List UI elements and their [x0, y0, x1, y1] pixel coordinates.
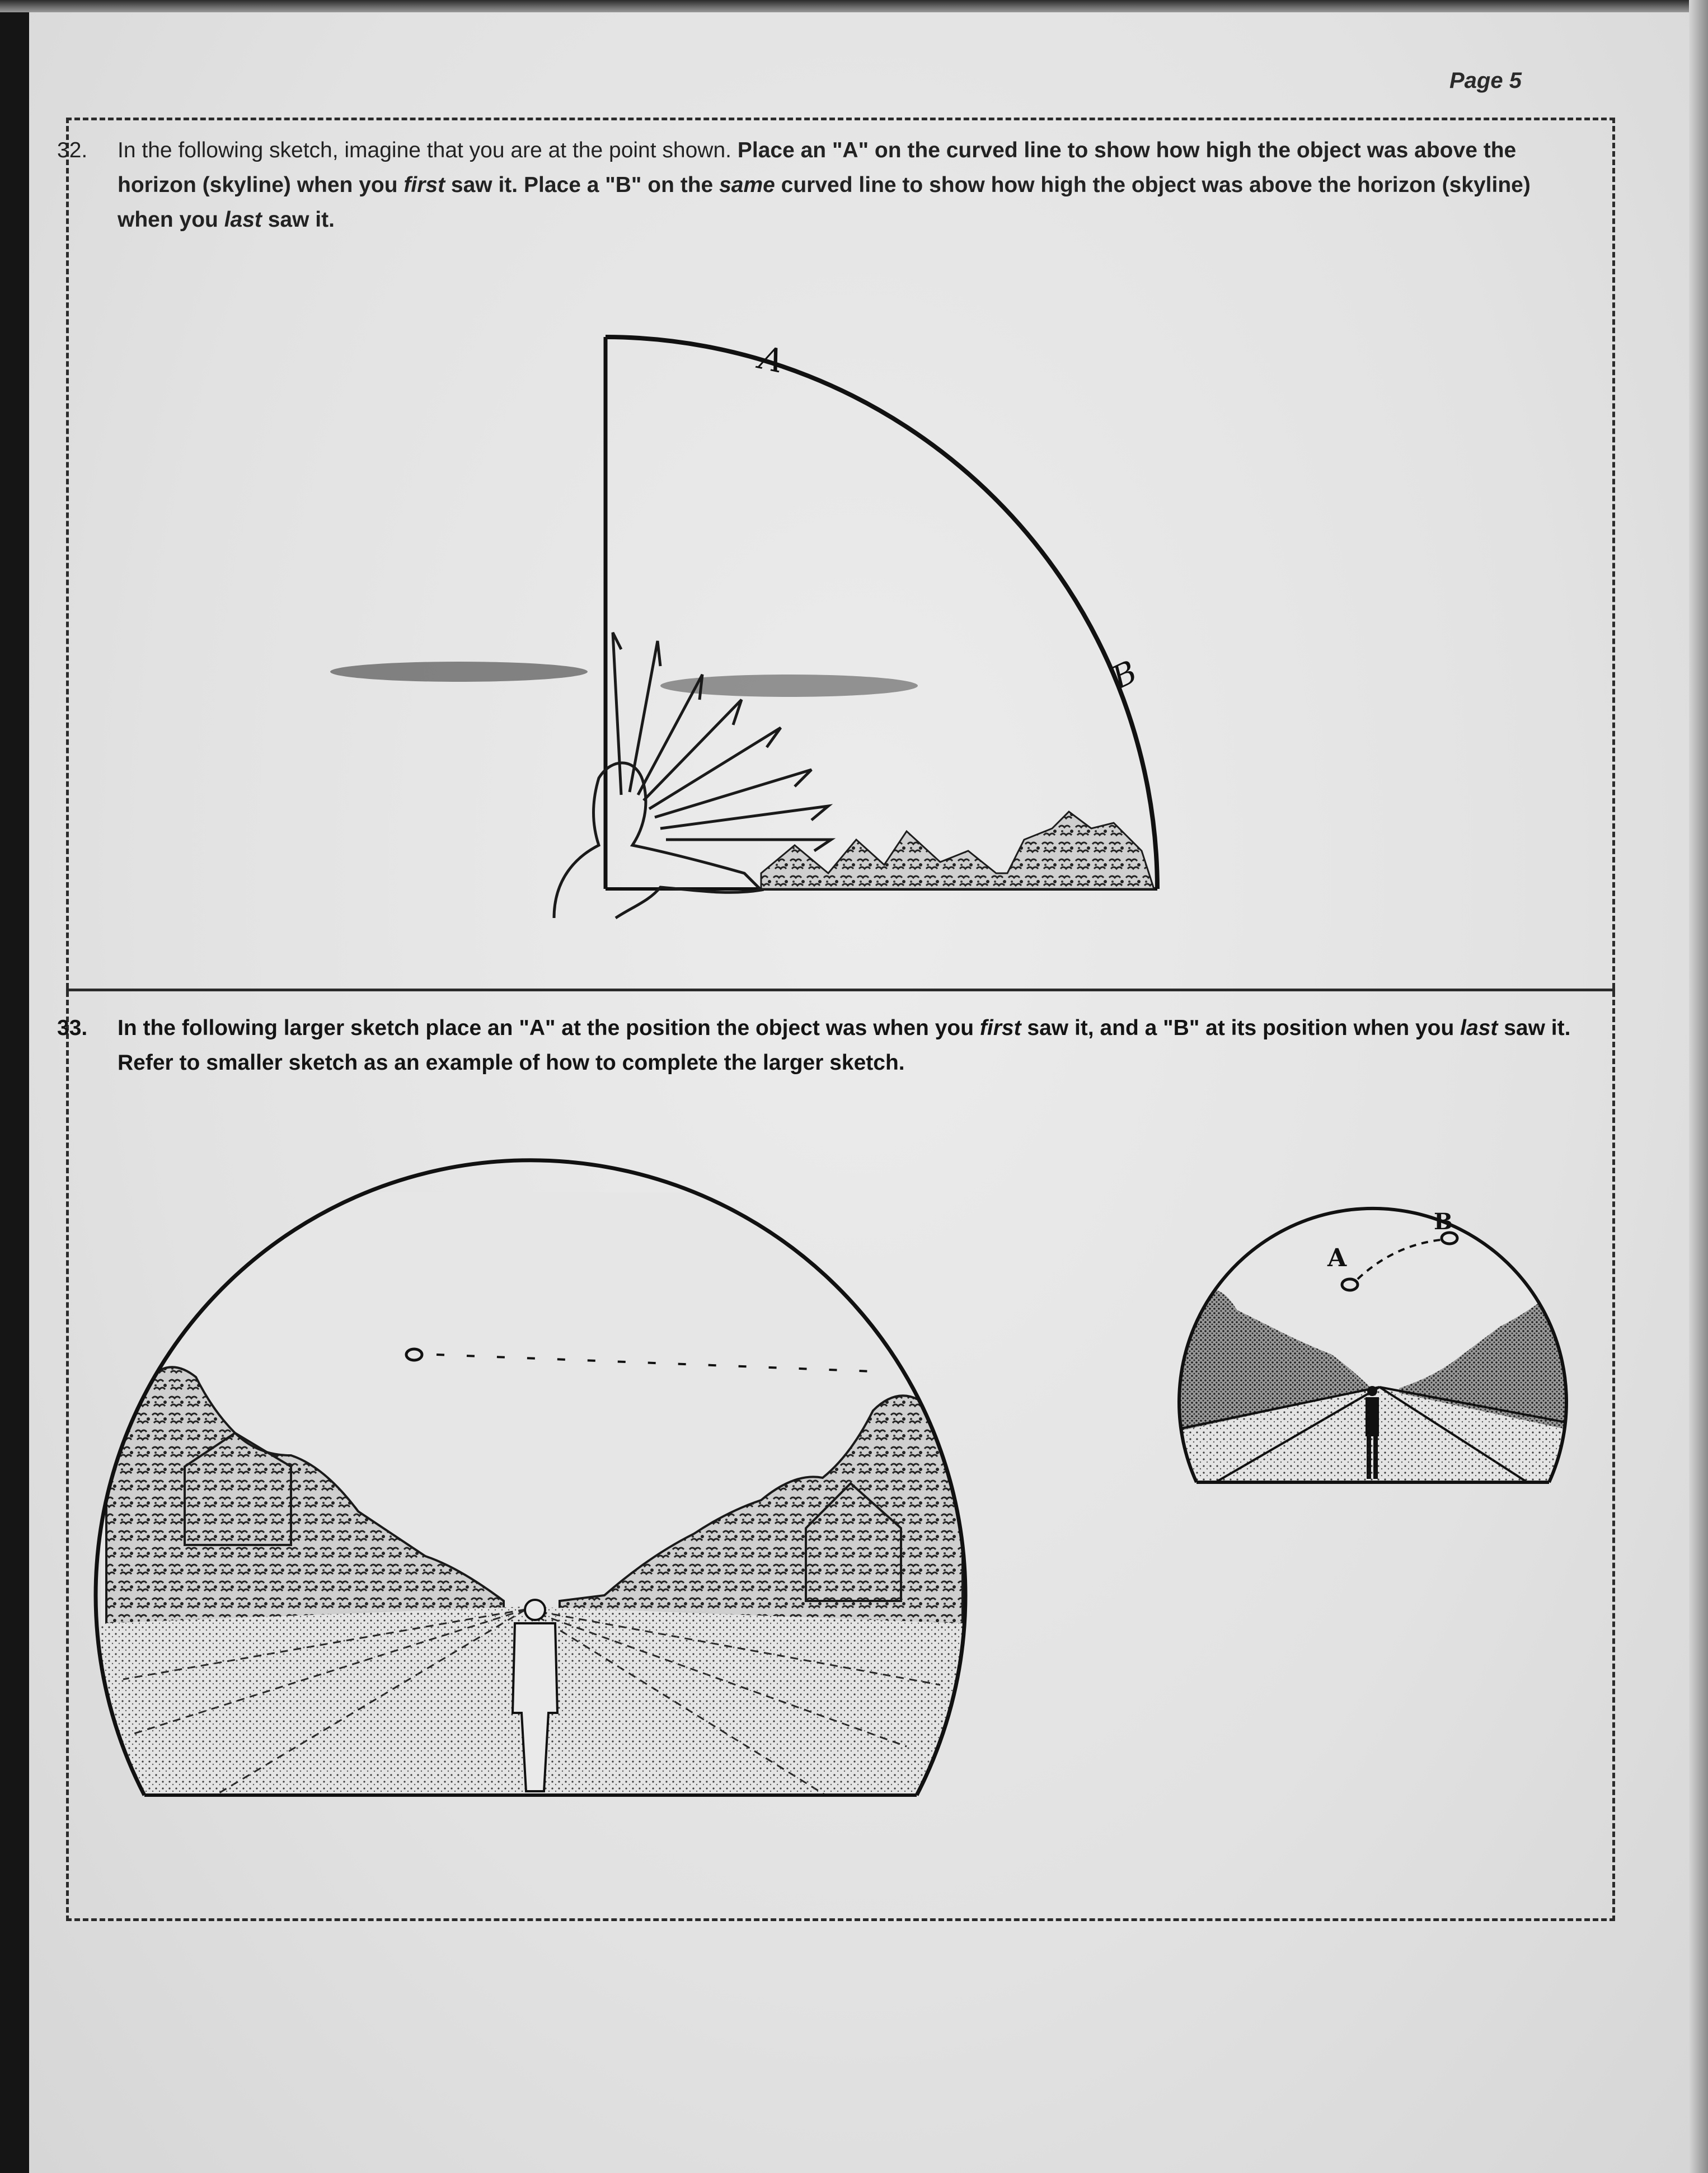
q32-last: last [224, 208, 262, 232]
q32-sentence-1: In the following sketch, imagine that you are at the point shown. [118, 138, 731, 162]
q32-first: first [403, 173, 445, 197]
q32-sketch [330, 337, 1157, 918]
q33-example-sketch [1170, 1187, 1584, 1489]
q32-sentence-3b: curved line to show how high the object was above the horizon (skyline) when you [118, 173, 1531, 232]
q33-sentence-2: Refer to smaller sketch as an example of how to complete the larger sketch. [118, 1051, 905, 1075]
example-label-b: B [1434, 1209, 1453, 1235]
q32-sentence-2b: saw it. [451, 173, 518, 197]
q33-last: last [1460, 1016, 1498, 1040]
question-32-number: 32. [57, 138, 88, 162]
q33-large-sketch [96, 1160, 965, 1797]
q33-first: first [979, 1016, 1021, 1040]
handwritten-mark-a: A [756, 338, 787, 381]
q32-sentence-3c: saw it. [268, 208, 335, 232]
page-number: Page 5 [1449, 68, 1522, 93]
q33-sentence-1b: saw it, and a "B" at its position when you [1027, 1016, 1454, 1040]
q32-sentence-2a: Place an "A" on the curved line to show how high the object was above the horizon (skyline) when you [118, 138, 1517, 197]
q33-sentence-1c: saw it. [1504, 1016, 1571, 1040]
handwritten-mark-b: B [1106, 653, 1143, 697]
skyline-silhouette [761, 812, 1154, 889]
cloud-shape [330, 662, 588, 682]
question-33-number: 33. [57, 1016, 88, 1040]
q33-sentence-1a: In the following larger sketch place an "A" at the position the object was when you [118, 1016, 974, 1040]
q32-same: same [719, 173, 775, 197]
pointing-arms [613, 633, 831, 851]
example-label-a: A [1327, 1244, 1347, 1272]
q32-sentence-3a: Place a "B" on the [523, 173, 714, 197]
